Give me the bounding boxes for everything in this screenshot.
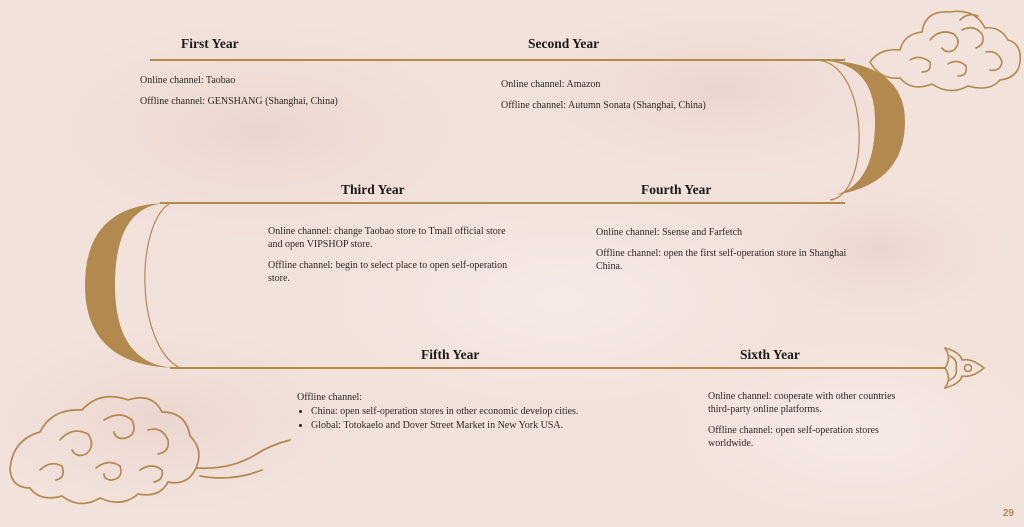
offline-channel-label: Offline channel: xyxy=(297,392,363,403)
page-number: 29 xyxy=(1002,508,1014,519)
timeline-title-year-2: Second Year xyxy=(528,36,600,51)
timeline-curve-right xyxy=(815,60,905,195)
online-channel-text: Online channel: change Taobao store to Tmall official store and open VIPSHOP store. xyxy=(268,226,506,250)
offline-channel-text: Offline channel: GENSHANG (Shanghai, China) xyxy=(140,96,338,107)
timeline-title-year-1: First Year xyxy=(181,36,239,51)
offline-channel-text: Offline channel: Autumn Sonata (Shanghai, China) xyxy=(501,100,706,111)
timeline-title-year-4: Fourth Year xyxy=(641,182,712,197)
timeline-curve-left xyxy=(85,203,180,368)
list-item: • Global: Totokaelo and Dover Street Market in New York USA. xyxy=(311,419,657,432)
offline-channel-list xyxy=(297,405,657,432)
timeline-text-year-4 xyxy=(596,226,856,281)
online-channel-text: Online channel: Taobao xyxy=(140,75,236,86)
cloud-icon xyxy=(870,11,1020,90)
online-channel-text: Online channel: cooperate with other countries third-party online platforms. xyxy=(708,391,896,415)
timeline-title-year-3: Third Year xyxy=(341,182,405,197)
online-channel-text: Online channel: Amazon xyxy=(501,79,601,90)
online-channel-text: Online channel: Ssense and Farfetch xyxy=(596,227,743,238)
list-item: • China: open self-operation stores in other economic develop cities. xyxy=(311,405,657,418)
timeline-text-year-3 xyxy=(268,225,518,293)
cloud-icon xyxy=(10,397,290,504)
timeline-text-year-6 xyxy=(708,390,898,458)
timeline-text-year-5 xyxy=(297,391,657,433)
offline-channel-text: Offline channel: open the first self-operation store in Shanghai China. xyxy=(596,248,847,272)
timeline-title-year-6: Sixth Year xyxy=(740,347,800,362)
timeline-text-year-1 xyxy=(140,74,440,116)
arrow-head-icon xyxy=(945,348,984,388)
timeline-title-year-5: Fifth Year xyxy=(421,347,480,362)
offline-channel-text: Offline channel: begin to select place to open self-operation store. xyxy=(268,260,508,284)
offline-channel-text: Offline channel: open self-operation stores worldwide. xyxy=(708,425,879,449)
timeline-text-year-2 xyxy=(501,78,801,120)
